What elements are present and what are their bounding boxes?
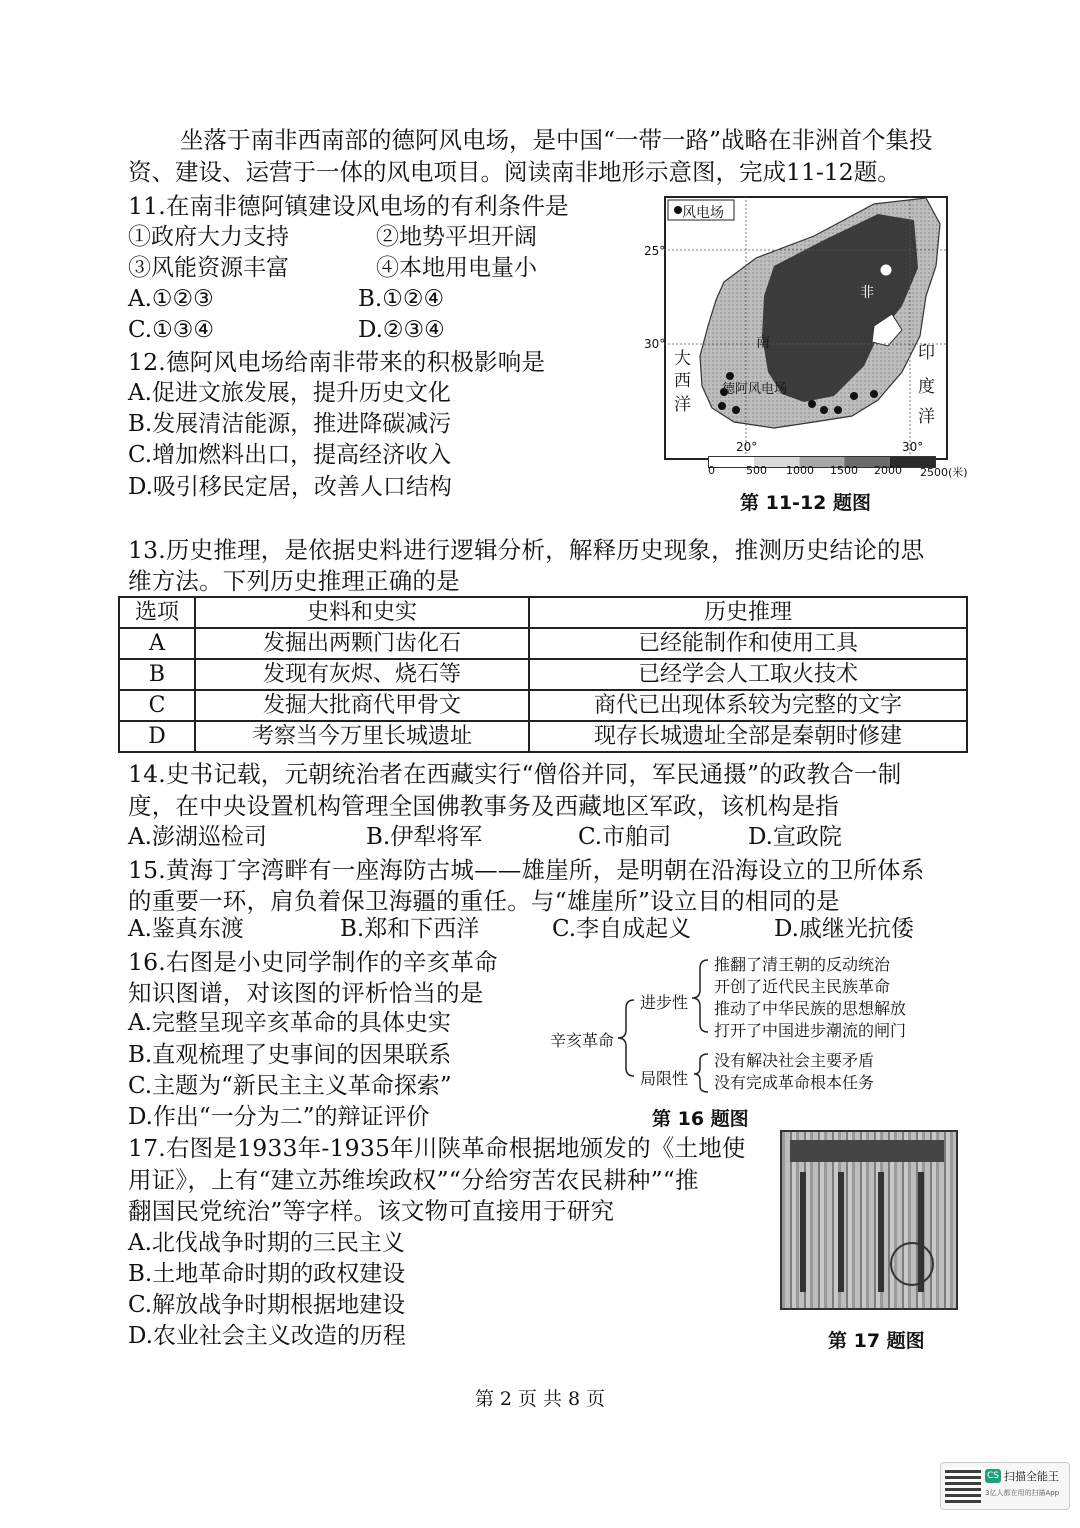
q16-caption: 第 16 题图 [652, 1108, 749, 1130]
table-cell: 已经能制作和使用工具 [529, 628, 967, 659]
table-header: 历史推理 [529, 597, 967, 628]
intro-paragraph [128, 124, 958, 188]
table-cell: B [119, 659, 195, 690]
diagram-root: 辛亥革命 [550, 1031, 615, 1050]
q12-option-c: C.增加燃料出口，提高经济收入 [128, 442, 452, 468]
q12-option-d: D.吸引移民定居，改善人口结构 [128, 474, 452, 500]
q11-option-c: C.①③④ [128, 317, 214, 343]
diagram-branch-2: 局限性 [640, 1069, 689, 1088]
map-label-country-2: 非 [860, 285, 874, 301]
q15-stem-1: 15.黄海丁字湾畔有一座海防古城——雄崖所，是明朝在沿海设立的卫所体系 [128, 856, 925, 884]
scale-0: 0 [708, 464, 715, 477]
q11-option-b: B.①②④ [358, 286, 445, 312]
table-cell: 考察当今万里长城遗址 [195, 721, 529, 752]
land-certificate-image [780, 1130, 958, 1310]
diagram-item: 没有完成革命根本任务 [714, 1073, 875, 1092]
scale-2000: 2000 [874, 464, 902, 477]
scale-2500: 2500(米) [920, 466, 968, 479]
map-label-ocean-e3: 洋 [918, 407, 935, 427]
q17-caption: 第 17 题图 [828, 1330, 925, 1352]
table-header: 史料和史实 [195, 597, 529, 628]
diagram-item: 推动了中华民族的思想解放 [714, 999, 907, 1018]
map-label-ocean-e2: 度 [918, 377, 935, 397]
diagram-item: 没有解决社会主要矛盾 [714, 1051, 875, 1070]
map-legend-label: 风电场 [682, 205, 724, 221]
q16-option-a: A.完整呈现辛亥革命的具体史实 [128, 1010, 451, 1036]
q15-option-c: C.李自成起义 [552, 916, 692, 942]
q15-option-a: A.鉴真东渡 [128, 916, 244, 942]
diagram-item: 打开了中国进步潮流的闸门 [714, 1021, 907, 1040]
q11-item-2: ②地势平坦开阔 [376, 224, 537, 250]
table-header: 选项 [119, 597, 195, 628]
q14-option-d: D.宣政院 [748, 824, 842, 850]
q11-option-d: D.②③④ [358, 317, 445, 343]
q17-option-d: D.农业社会主义改造的历程 [128, 1323, 406, 1349]
q17-option-c: C.解放战争时期根据地建设 [128, 1292, 406, 1318]
qr-code-icon [945, 1467, 981, 1503]
diagram-item: 开创了近代民主民族革命 [714, 977, 891, 996]
q17-option-b: B.土地革命时期的政权建设 [128, 1261, 406, 1287]
table-cell: 商代已出现体系较为完整的文字 [529, 690, 967, 721]
q15-stem-2: 的重要一环，肩负着保卫海疆的重任。与“雄崖所”设立目的相同的是 [128, 887, 840, 915]
diagram-branch-1: 进步性 [640, 993, 689, 1012]
q17-option-a: A.北伐战争时期的三民主义 [128, 1230, 405, 1256]
q15-option-d: D.戚继光抗倭 [774, 916, 914, 942]
q16-option-b: B.直观梳理了史事间的因果联系 [128, 1042, 452, 1068]
inland-marker [881, 265, 891, 275]
map-label-ocean-w2: 西 [674, 371, 691, 391]
q15-option-b: B.郑和下西洋 [340, 916, 480, 942]
page-number: 第 2 页 共 8 页 [474, 1388, 606, 1410]
q11-stem: 11.在南非德阿镇建设风电场的有利条件是 [128, 192, 569, 220]
q17-stem-3: 翻国民党统治”等字样。该文物可直接用于研究 [128, 1197, 615, 1225]
table-cell: 发掘出两颗门齿化石 [195, 628, 529, 659]
table-cell: 发现有灰烬、烧石等 [195, 659, 529, 690]
q14-option-a: A.澎湖巡检司 [128, 824, 267, 850]
table-cell: 现存长城遗址全部是秦朝时修建 [529, 721, 967, 752]
table-header-row [119, 597, 967, 628]
scale-1000: 1000 [786, 464, 814, 477]
map-lon-30: 30° [902, 440, 924, 454]
south-africa-map [664, 196, 948, 460]
q11-item-4: ④本地用电量小 [376, 255, 537, 281]
q14-stem-2: 度，在中央设置机构管理全国佛教事务及西藏地区军政，该机构是指 [128, 792, 839, 820]
map-label-ocean-e1: 印 [918, 343, 935, 363]
table-cell: 已经学会人工取火技术 [529, 659, 967, 690]
table-row [119, 628, 967, 659]
q13-stem-1: 13.历史推理，是依据史料进行逻辑分析，解释历史现象，推测历史结论的思 [128, 536, 925, 564]
q11-item-1: ①政府大力支持 [128, 224, 289, 250]
scanner-brand: 扫描全能王 [1004, 1470, 1059, 1483]
q12-option-b: B.发展清洁能源，推进降碳减污 [128, 411, 452, 437]
q12-stem: 12.德阿风电场给南非带来的积极影响是 [128, 348, 546, 376]
q16-stem-1: 16.右图是小史同学制作的辛亥革命 [128, 948, 498, 976]
map-svg [664, 196, 948, 460]
table-cell: A [119, 628, 195, 659]
q13-stem-2: 维方法。下列历史推理正确的是 [128, 567, 460, 595]
map-label-town: 德阿风电场 [722, 382, 788, 397]
scale-500: 500 [746, 464, 767, 477]
map-lat-30: 30° [644, 337, 666, 351]
scanner-logo-icon: CS [987, 1471, 999, 1481]
table-row [119, 659, 967, 690]
scanner-watermark [940, 1462, 1070, 1510]
q14-option-c: C.市舶司 [578, 824, 672, 850]
map-lon-20: 20° [736, 440, 758, 454]
q16-stem-2: 知识图谱，对该图的评析恰当的是 [128, 979, 484, 1007]
q11-item-3: ③风能资源丰富 [128, 255, 289, 281]
q14-stem-1: 14.史书记载，元朝统治者在西藏实行“僧俗并同，军民通摄”的政教合一制 [128, 760, 902, 788]
q11-option-a: A.①②③ [128, 286, 214, 312]
q16-diagram [548, 952, 948, 1096]
map-lat-25: 25° [644, 244, 666, 258]
table-cell: D [119, 721, 195, 752]
q13-table [118, 596, 968, 753]
q17-stem-1: 17.右图是1933年-1935年川陕革命根据地颁发的《土地使 [128, 1134, 746, 1162]
map-label-ocean-w1: 大 [674, 349, 691, 369]
table-row [119, 690, 967, 721]
q14-option-b: B.伊犁将军 [366, 824, 483, 850]
map-caption: 第 11-12 题图 [740, 492, 871, 514]
legend-dot [674, 206, 682, 214]
scale-1500: 1500 [830, 464, 858, 477]
q16-option-c: C.主题为“新民主主义革命探索” [128, 1073, 452, 1099]
diagram-item: 推翻了清王朝的反动统治 [714, 955, 891, 974]
map-label-country-1: 南 [756, 335, 770, 351]
table-cell: C [119, 690, 195, 721]
table-row [119, 721, 967, 752]
q17-stem-2: 用证》，上有“建立苏维埃政权”“分给穷苦农民耕种”“推 [128, 1166, 699, 1194]
q16-option-d: D.作出“一分为二”的辩证评价 [128, 1104, 430, 1130]
q12-option-a: A.促进文旅发展，提升历史文化 [128, 380, 451, 406]
map-label-ocean-w3: 洋 [674, 395, 691, 415]
scanner-subtitle: 3亿人都在用的扫描App [985, 1489, 1060, 1497]
intro-text: 坐落于南非西南部的德阿风电场，是中国“一带一路”战略在非洲首个集投资、建设、运营于一体的风电项目。阅读南非地形示意图，完成11-12题。 [128, 126, 933, 186]
table-cell: 发掘大批商代甲骨文 [195, 690, 529, 721]
